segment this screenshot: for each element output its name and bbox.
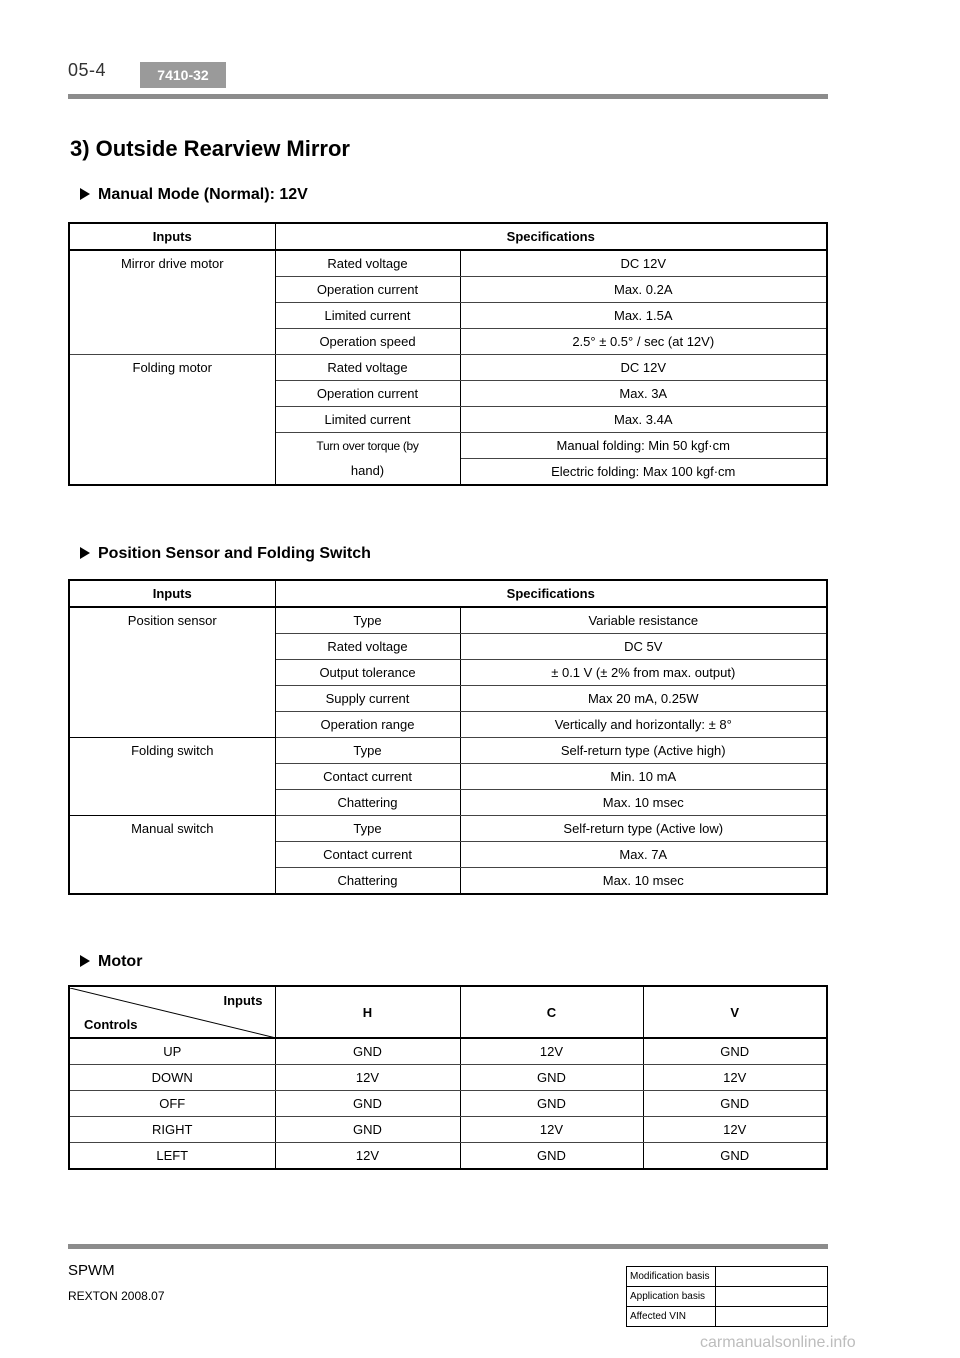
item-cell: Limited current bbox=[275, 303, 460, 329]
col-header-c: C bbox=[460, 986, 643, 1038]
col-header-specifications: Specifications bbox=[275, 580, 827, 607]
mod-value bbox=[716, 1287, 828, 1307]
value-cell: 12V bbox=[643, 1117, 827, 1143]
section-heading-text: Motor bbox=[98, 953, 143, 970]
section-heading-text: Position Sensor and Folding Switch bbox=[98, 545, 371, 562]
torque-item-line1: Turn over torque (by bbox=[316, 439, 419, 453]
torque-item-line2: hand) bbox=[350, 463, 385, 478]
value-cell: Vertically and horizontally: ± 8° bbox=[460, 712, 827, 738]
section-heading-motor bbox=[80, 953, 142, 971]
input-cell: Folding motor bbox=[69, 355, 275, 486]
position-sensor-table bbox=[68, 579, 828, 895]
item-cell: Rated voltage bbox=[275, 355, 460, 381]
table-row bbox=[69, 738, 827, 764]
diagonal-header bbox=[70, 988, 275, 1036]
value-cell: Max. 3.4A bbox=[460, 407, 827, 433]
table-row bbox=[69, 1143, 827, 1170]
control-cell: LEFT bbox=[69, 1143, 275, 1170]
table-row bbox=[69, 1091, 827, 1117]
item-cell: Chattering bbox=[275, 868, 460, 895]
item-cell: Operation range bbox=[275, 712, 460, 738]
value-cell: DC 12V bbox=[460, 250, 827, 277]
section-heading-position-sensor bbox=[80, 545, 371, 563]
item-cell: Rated voltage bbox=[275, 250, 460, 277]
footer-vehicle: REXTON 2008.07 bbox=[68, 1289, 165, 1303]
triangle-bullet-icon bbox=[80, 547, 90, 559]
value-cell: Manual folding: Min 50 kgf·cm bbox=[460, 433, 827, 459]
manual-mode-table bbox=[68, 222, 828, 486]
input-cell: Mirror drive motor bbox=[69, 250, 275, 355]
value-cell: 12V bbox=[460, 1038, 643, 1065]
control-cell: UP bbox=[69, 1038, 275, 1065]
table-row bbox=[69, 250, 827, 277]
mod-row bbox=[627, 1307, 828, 1327]
value-cell: Min. 10 mA bbox=[460, 764, 827, 790]
value-cell: DC 12V bbox=[460, 355, 827, 381]
input-cell: Folding switch bbox=[69, 738, 275, 816]
value-cell: 2.5° ± 0.5° / sec (at 12V) bbox=[460, 329, 827, 355]
control-cell: OFF bbox=[69, 1091, 275, 1117]
item-cell: Chattering bbox=[275, 790, 460, 816]
page-title: 3) Outside Rearview Mirror bbox=[70, 136, 350, 161]
table-row bbox=[69, 1065, 827, 1091]
item-cell: Contact current bbox=[275, 764, 460, 790]
value-cell: GND bbox=[460, 1065, 643, 1091]
footer-model: SPWM bbox=[68, 1262, 115, 1279]
col-header-v: V bbox=[643, 986, 827, 1038]
table-header-row bbox=[69, 223, 827, 250]
value-cell: Max. 10 msec bbox=[460, 790, 827, 816]
value-cell: GND bbox=[275, 1117, 460, 1143]
value-cell: Self-return type (Active low) bbox=[460, 816, 827, 842]
mod-value bbox=[716, 1267, 828, 1287]
corner-controls-label: Controls bbox=[84, 1017, 138, 1032]
table-row bbox=[69, 1038, 827, 1065]
doc-code-badge: 7410-32 bbox=[140, 62, 226, 88]
input-cell: Position sensor bbox=[69, 607, 275, 738]
value-cell: GND bbox=[460, 1091, 643, 1117]
value-cell: GND bbox=[643, 1143, 827, 1170]
value-cell: Max 20 mA, 0.25W bbox=[460, 686, 827, 712]
item-cell: Operation current bbox=[275, 277, 460, 303]
table-row bbox=[69, 816, 827, 842]
section-heading-text: Manual Mode (Normal): 12V bbox=[98, 186, 308, 203]
value-cell: ± 0.1 V (± 2% from max. output) bbox=[460, 660, 827, 686]
item-cell: Type bbox=[275, 816, 460, 842]
corner-header-cell bbox=[69, 986, 275, 1038]
modification-table bbox=[626, 1266, 828, 1327]
value-cell: Variable resistance bbox=[460, 607, 827, 634]
mod-row bbox=[627, 1267, 828, 1287]
corner-inputs-label: Inputs bbox=[223, 993, 263, 1008]
item-cell: Supply current bbox=[275, 686, 460, 712]
table-header-row bbox=[69, 580, 827, 607]
value-cell: DC 5V bbox=[460, 634, 827, 660]
triangle-bullet-icon bbox=[80, 188, 90, 200]
mod-row bbox=[627, 1287, 828, 1307]
item-cell: Limited current bbox=[275, 407, 460, 433]
value-cell: GND bbox=[275, 1091, 460, 1117]
section-heading-manual-mode bbox=[80, 186, 308, 204]
watermark: carmanualsonline.info bbox=[700, 1334, 856, 1351]
col-header-specifications: Specifications bbox=[275, 223, 827, 250]
value-cell: Max. 3A bbox=[460, 381, 827, 407]
mod-value bbox=[716, 1307, 828, 1327]
value-cell: GND bbox=[460, 1143, 643, 1170]
value-cell: 12V bbox=[643, 1065, 827, 1091]
item-cell: Operation speed bbox=[275, 329, 460, 355]
item-cell: Type bbox=[275, 738, 460, 764]
mod-label: Affected VIN bbox=[627, 1307, 716, 1327]
value-cell: Max. 1.5A bbox=[460, 303, 827, 329]
value-cell: GND bbox=[643, 1091, 827, 1117]
value-cell: GND bbox=[275, 1038, 460, 1065]
item-cell: Type bbox=[275, 607, 460, 634]
col-header-h: H bbox=[275, 986, 460, 1038]
triangle-bullet-icon bbox=[80, 955, 90, 967]
value-cell: Electric folding: Max 100 kgf·cm bbox=[460, 459, 827, 486]
item-cell: Contact current bbox=[275, 842, 460, 868]
value-cell: Max. 10 msec bbox=[460, 868, 827, 895]
mod-label: Application basis bbox=[627, 1287, 716, 1307]
torque-item-cell bbox=[275, 433, 460, 486]
table-row bbox=[69, 355, 827, 381]
input-cell: Manual switch bbox=[69, 816, 275, 895]
header-rule bbox=[68, 94, 828, 99]
mod-label: Modification basis bbox=[627, 1267, 716, 1287]
page-number: 05-4 bbox=[68, 60, 107, 80]
value-cell: Max. 7A bbox=[460, 842, 827, 868]
table-header-row bbox=[69, 986, 827, 1038]
motor-table bbox=[68, 985, 828, 1170]
item-cell: Rated voltage bbox=[275, 634, 460, 660]
table-row bbox=[69, 1117, 827, 1143]
value-cell: GND bbox=[643, 1038, 827, 1065]
value-cell: 12V bbox=[460, 1117, 643, 1143]
col-header-inputs: Inputs bbox=[69, 223, 275, 250]
control-cell: RIGHT bbox=[69, 1117, 275, 1143]
value-cell: 12V bbox=[275, 1143, 460, 1170]
value-cell: Max. 0.2A bbox=[460, 277, 827, 303]
item-cell: Operation current bbox=[275, 381, 460, 407]
table-row bbox=[69, 607, 827, 634]
item-cell: Output tolerance bbox=[275, 660, 460, 686]
value-cell: 12V bbox=[275, 1065, 460, 1091]
control-cell: DOWN bbox=[69, 1065, 275, 1091]
footer-rule bbox=[68, 1244, 828, 1249]
col-header-inputs: Inputs bbox=[69, 580, 275, 607]
value-cell: Self-return type (Active high) bbox=[460, 738, 827, 764]
